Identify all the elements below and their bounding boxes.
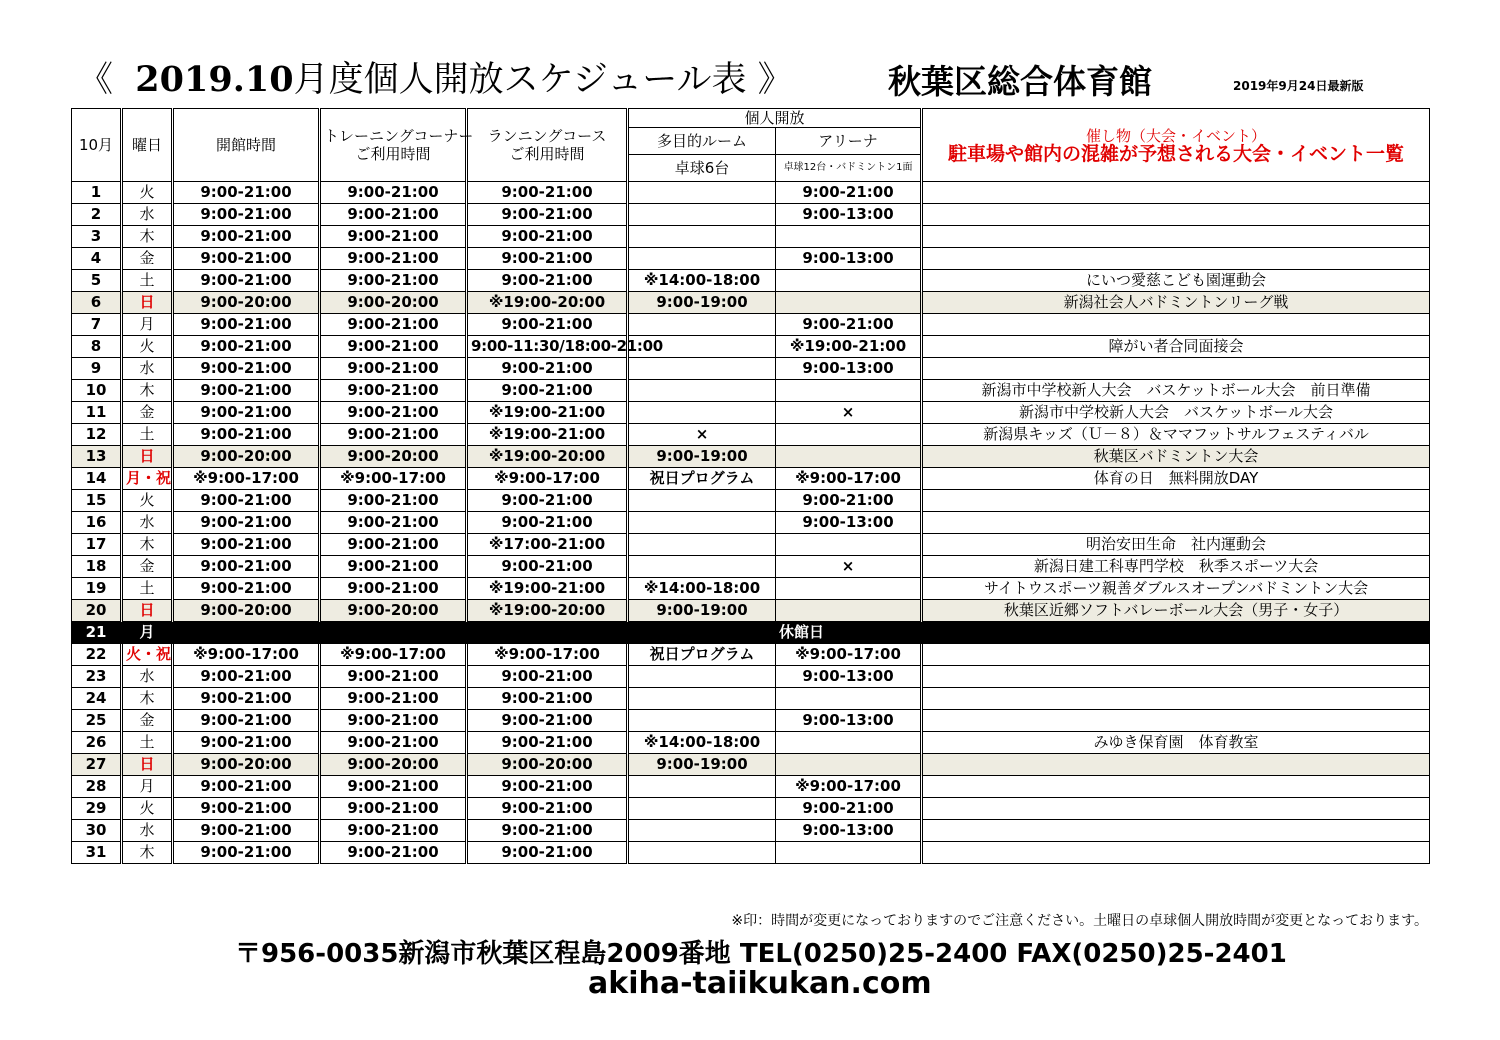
day-cell: 3 [72, 226, 122, 248]
table-row [72, 600, 1430, 622]
multi-room-cell [628, 512, 776, 534]
table-row [72, 226, 1430, 248]
table-row [72, 578, 1430, 600]
arena-cell [776, 292, 922, 314]
table-row [72, 710, 1430, 732]
running-cell: 9:00-21:00 [467, 380, 628, 402]
arena-cell: 9:00-21:00 [776, 314, 922, 336]
weekday-cell: 火 [122, 798, 173, 820]
weekday-cell: 土 [122, 270, 173, 292]
table-row [72, 270, 1430, 292]
arena-cell: 9:00-13:00 [776, 710, 922, 732]
training-cell: 9:00-21:00 [320, 270, 467, 292]
day-cell: 26 [72, 732, 122, 754]
day-cell: 16 [72, 512, 122, 534]
table-row [72, 512, 1430, 534]
day-cell: 2 [72, 204, 122, 226]
day-cell: 9 [72, 358, 122, 380]
table-row [72, 380, 1430, 402]
day-cell: 18 [72, 556, 122, 578]
weekday-cell: 土 [122, 424, 173, 446]
training-cell: 9:00-21:00 [320, 776, 467, 798]
header-running: ランニングコース ご利用時間 [467, 109, 628, 182]
running-cell: 9:00-21:00 [467, 798, 628, 820]
event-cell [922, 358, 1430, 380]
day-cell: 12 [72, 424, 122, 446]
header-multi-sub: 卓球6台 [628, 155, 776, 182]
training-cell: 9:00-21:00 [320, 182, 467, 204]
header-month: 10月 [72, 109, 122, 182]
running-cell: 9:00-21:00 [467, 842, 628, 864]
weekday-cell: 水 [122, 358, 173, 380]
multi-room-cell: 9:00-19:00 [628, 600, 776, 622]
training-cell: 9:00-21:00 [320, 578, 467, 600]
running-cell: 9:00-21:00 [467, 710, 628, 732]
running-cell: 9:00-21:00 [467, 732, 628, 754]
event-cell: 新潟社会人バドミントンリーグ戦 [922, 292, 1430, 314]
running-cell: 9:00-21:00 [467, 182, 628, 204]
table-row [72, 688, 1430, 710]
event-cell [922, 798, 1430, 820]
running-cell: 9:00-21:00 [467, 820, 628, 842]
day-cell: 23 [72, 666, 122, 688]
weekday-cell: 土 [122, 732, 173, 754]
arena-cell: × [776, 402, 922, 424]
event-cell [922, 644, 1430, 666]
arena-cell: 9:00-21:00 [776, 490, 922, 512]
day-cell: 10 [72, 380, 122, 402]
event-cell: 体育の日 無料開放DAY [922, 468, 1430, 490]
multi-room-cell: 祝日プログラム [628, 644, 776, 666]
table-row [72, 820, 1430, 842]
event-cell: 新潟県キッズ（Ｕ－８）＆ママフットサルフェスティバル [922, 424, 1430, 446]
weekday-cell: 土 [122, 578, 173, 600]
weekday-cell: 月・祝 [122, 468, 173, 490]
weekday-cell: 金 [122, 556, 173, 578]
running-cell: 9:00-21:00 [467, 512, 628, 534]
multi-room-cell [628, 226, 776, 248]
multi-room-cell [628, 182, 776, 204]
table-row [72, 556, 1430, 578]
event-cell [922, 226, 1430, 248]
open-hours-cell: 9:00-21:00 [173, 732, 320, 754]
header-kojin: 個人開放 [628, 109, 922, 128]
event-cell: みゆき保育園 体育教室 [922, 732, 1430, 754]
table-row [72, 666, 1430, 688]
weekday-cell: 木 [122, 534, 173, 556]
weekday-cell: 月 [122, 314, 173, 336]
training-cell: 9:00-21:00 [320, 424, 467, 446]
multi-room-cell: 9:00-19:00 [628, 292, 776, 314]
arena-cell [776, 226, 922, 248]
day-cell: 21 [72, 622, 122, 644]
running-cell: ※19:00-21:00 [467, 578, 628, 600]
weekday-cell: 月 [122, 622, 173, 644]
multi-room-cell: 9:00-19:00 [628, 754, 776, 776]
table-row [72, 490, 1430, 512]
open-hours-cell: ※9:00-17:00 [173, 468, 320, 490]
arena-cell: 9:00-13:00 [776, 204, 922, 226]
weekday-cell: 木 [122, 380, 173, 402]
weekday-cell: 木 [122, 842, 173, 864]
training-cell: 9:00-21:00 [320, 666, 467, 688]
running-cell: ※9:00-17:00 [467, 644, 628, 666]
event-cell [922, 842, 1430, 864]
training-cell: 9:00-21:00 [320, 204, 467, 226]
arena-cell: 9:00-13:00 [776, 512, 922, 534]
day-cell: 6 [72, 292, 122, 314]
event-cell [922, 512, 1430, 534]
header-events: 催し物（大会・イベント） 駐車場や館内の混雑が予想される大会・イベント一覧 [922, 109, 1430, 182]
multi-room-cell: ※14:00-18:00 [628, 732, 776, 754]
day-cell: 20 [72, 600, 122, 622]
weekday-cell: 水 [122, 512, 173, 534]
event-cell [922, 820, 1430, 842]
running-cell: 9:00-21:00 [467, 270, 628, 292]
event-cell: 障がい者合同面接会 [922, 336, 1430, 358]
open-hours-cell: 9:00-21:00 [173, 842, 320, 864]
open-hours-cell: 9:00-21:00 [173, 226, 320, 248]
day-cell: 7 [72, 314, 122, 336]
arena-cell [776, 754, 922, 776]
open-hours-cell: 9:00-20:00 [173, 754, 320, 776]
multi-room-cell [628, 710, 776, 732]
day-cell: 11 [72, 402, 122, 424]
weekday-cell: 日 [122, 754, 173, 776]
day-cell: 1 [72, 182, 122, 204]
arena-cell: × [776, 556, 922, 578]
training-cell: 9:00-21:00 [320, 842, 467, 864]
running-cell: ※9:00-17:00 [467, 468, 628, 490]
event-cell: 明治安田生命 社内運動会 [922, 534, 1430, 556]
multi-room-cell [628, 380, 776, 402]
training-cell: 9:00-20:00 [320, 600, 467, 622]
training-cell: 9:00-21:00 [320, 314, 467, 336]
arena-cell [776, 600, 922, 622]
multi-room-cell [628, 402, 776, 424]
day-cell: 22 [72, 644, 122, 666]
multi-room-cell [628, 556, 776, 578]
day-cell: 30 [72, 820, 122, 842]
multi-room-cell [628, 204, 776, 226]
running-cell: 9:00-21:00 [467, 226, 628, 248]
event-cell [922, 710, 1430, 732]
day-cell: 8 [72, 336, 122, 358]
arena-cell: 9:00-13:00 [776, 820, 922, 842]
day-cell: 24 [72, 688, 122, 710]
open-hours-cell: 9:00-20:00 [173, 600, 320, 622]
weekday-cell: 月 [122, 776, 173, 798]
header-open-hours: 開館時間 [173, 109, 320, 182]
running-cell: ※19:00-20:00 [467, 600, 628, 622]
open-hours-cell: 9:00-21:00 [173, 402, 320, 424]
event-cell [922, 248, 1430, 270]
table-row [72, 314, 1430, 336]
running-cell: 9:00-21:00 [467, 666, 628, 688]
arena-cell [776, 446, 922, 468]
arena-cell: 9:00-13:00 [776, 358, 922, 380]
day-cell: 14 [72, 468, 122, 490]
multi-room-cell: 9:00-19:00 [628, 446, 776, 468]
header-arena-sub: 卓球12台・バドミントン1面 [776, 155, 922, 182]
day-cell: 31 [72, 842, 122, 864]
day-cell: 19 [72, 578, 122, 600]
day-cell: 29 [72, 798, 122, 820]
training-cell: 9:00-21:00 [320, 798, 467, 820]
open-hours-cell: ※9:00-17:00 [173, 644, 320, 666]
open-hours-cell: 9:00-21:00 [173, 380, 320, 402]
training-cell: 9:00-21:00 [320, 512, 467, 534]
training-cell: 9:00-21:00 [320, 380, 467, 402]
arena-cell [776, 270, 922, 292]
table-row [72, 402, 1430, 424]
open-hours-cell: 9:00-21:00 [173, 578, 320, 600]
table-row [72, 622, 1430, 644]
schedule-table [71, 108, 1430, 864]
day-cell: 4 [72, 248, 122, 270]
weekday-cell: 日 [122, 292, 173, 314]
open-hours-cell: 9:00-21:00 [173, 490, 320, 512]
day-cell: 15 [72, 490, 122, 512]
table-row [72, 534, 1430, 556]
open-hours-cell: 9:00-21:00 [173, 710, 320, 732]
day-cell: 17 [72, 534, 122, 556]
arena-cell: ※19:00-21:00 [776, 336, 922, 358]
running-cell: 9:00-21:00 [467, 776, 628, 798]
weekday-cell: 火 [122, 336, 173, 358]
running-cell: 9:00-21:00 [467, 688, 628, 710]
table-row [72, 732, 1430, 754]
open-hours-cell: 9:00-21:00 [173, 556, 320, 578]
event-cell: 秋葉区バドミントン大会 [922, 446, 1430, 468]
address: 〒956-0035新潟市秋葉区程島2009番地 TEL(0250)25-2400 FAX(0250)25-2401 [235, 939, 1287, 969]
weekday-cell: 水 [122, 666, 173, 688]
weekday-cell: 水 [122, 204, 173, 226]
open-hours-cell: 9:00-21:00 [173, 820, 320, 842]
closed-cell: 休館日 [173, 622, 1430, 644]
event-cell [922, 776, 1430, 798]
arena-cell: 9:00-21:00 [776, 182, 922, 204]
training-cell: 9:00-21:00 [320, 358, 467, 380]
open-hours-cell: 9:00-21:00 [173, 776, 320, 798]
open-hours-cell: 9:00-21:00 [173, 270, 320, 292]
training-cell: 9:00-21:00 [320, 490, 467, 512]
arena-cell [776, 424, 922, 446]
weekday-cell: 火 [122, 182, 173, 204]
weekday-cell: 日 [122, 600, 173, 622]
multi-room-cell [628, 666, 776, 688]
event-cell [922, 314, 1430, 336]
open-hours-cell: 9:00-21:00 [173, 534, 320, 556]
event-cell [922, 754, 1430, 776]
training-cell: ※9:00-17:00 [320, 468, 467, 490]
table-row [72, 754, 1430, 776]
running-cell: 9:00-21:00 [467, 358, 628, 380]
running-cell: ※19:00-20:00 [467, 292, 628, 314]
multi-room-cell [628, 842, 776, 864]
event-cell [922, 688, 1430, 710]
event-cell [922, 182, 1430, 204]
training-cell: 9:00-21:00 [320, 732, 467, 754]
table-row [72, 776, 1430, 798]
running-cell: 9:00-11:30/18:00-21:00 [467, 336, 628, 358]
open-hours-cell: 9:00-21:00 [173, 688, 320, 710]
multi-room-cell [628, 798, 776, 820]
running-cell: ※19:00-21:00 [467, 424, 628, 446]
open-hours-cell: 9:00-20:00 [173, 292, 320, 314]
day-cell: 13 [72, 446, 122, 468]
event-cell: 新潟日建工科専門学校 秋季スポーツ大会 [922, 556, 1430, 578]
arena-cell: ※9:00-17:00 [776, 644, 922, 666]
arena-cell: ※9:00-17:00 [776, 776, 922, 798]
weekday-cell: 金 [122, 710, 173, 732]
table-row [72, 424, 1430, 446]
table-row [72, 798, 1430, 820]
training-cell: 9:00-20:00 [320, 292, 467, 314]
training-cell: 9:00-21:00 [320, 534, 467, 556]
event-cell: サイトウスポーツ親善ダブルスオープンバドミントン大会 [922, 578, 1430, 600]
day-cell: 28 [72, 776, 122, 798]
table-row [72, 358, 1430, 380]
open-hours-cell: 9:00-21:00 [173, 424, 320, 446]
multi-room-cell: ※14:00-18:00 [628, 578, 776, 600]
open-hours-cell: 9:00-20:00 [173, 446, 320, 468]
multi-room-cell [628, 248, 776, 270]
day-cell: 27 [72, 754, 122, 776]
arena-cell [776, 534, 922, 556]
training-cell: 9:00-20:00 [320, 446, 467, 468]
header-multi-room: 多目的ルーム [628, 128, 776, 155]
weekday-cell: 金 [122, 402, 173, 424]
multi-room-cell [628, 358, 776, 380]
arena-cell [776, 732, 922, 754]
running-cell: 9:00-21:00 [467, 490, 628, 512]
multi-room-cell [628, 776, 776, 798]
table-row [72, 248, 1430, 270]
arena-cell [776, 578, 922, 600]
training-cell: 9:00-21:00 [320, 820, 467, 842]
multi-room-cell [628, 490, 776, 512]
website-link[interactable]: akiha-taiikukan.com [588, 966, 932, 1001]
footnote: ※印：時間が変更になっておりますのでご注意ください。土曜日の卓球個人開放時間が変更となっております。 [731, 913, 1428, 929]
table-row [72, 468, 1430, 490]
event-cell: 新潟市中学校新人大会 バスケットボール大会 [922, 402, 1430, 424]
weekday-cell: 火・祝 [122, 644, 173, 666]
header-training: トレーニングコーナー ご利用時間 [320, 109, 467, 182]
training-cell: 9:00-21:00 [320, 556, 467, 578]
training-cell: 9:00-21:00 [320, 248, 467, 270]
table-row [72, 446, 1430, 468]
multi-room-cell: 祝日プログラム [628, 468, 776, 490]
updated-date: 2019年9月24日最新版 [1233, 79, 1364, 93]
running-cell: 9:00-21:00 [467, 248, 628, 270]
open-hours-cell: 9:00-21:00 [173, 248, 320, 270]
event-cell [922, 666, 1430, 688]
training-cell: ※9:00-17:00 [320, 644, 467, 666]
event-cell: 新潟市中学校新人大会 バスケットボール大会 前日準備 [922, 380, 1430, 402]
arena-cell: ※9:00-17:00 [776, 468, 922, 490]
multi-room-cell [628, 314, 776, 336]
running-cell: ※19:00-20:00 [467, 446, 628, 468]
event-cell [922, 204, 1430, 226]
weekday-cell: 水 [122, 820, 173, 842]
page-title: 《 2019.10月度個人開放スケジュール表 》 [78, 59, 793, 100]
running-cell: 9:00-21:00 [467, 314, 628, 336]
training-cell: 9:00-21:00 [320, 710, 467, 732]
running-cell: 9:00-20:00 [467, 754, 628, 776]
running-cell: ※17:00-21:00 [467, 534, 628, 556]
weekday-cell: 木 [122, 226, 173, 248]
open-hours-cell: 9:00-21:00 [173, 336, 320, 358]
arena-cell: 9:00-13:00 [776, 248, 922, 270]
header-weekday: 曜日 [122, 109, 173, 182]
day-cell: 25 [72, 710, 122, 732]
open-hours-cell: 9:00-21:00 [173, 358, 320, 380]
event-cell [922, 490, 1430, 512]
header-arena: アリーナ [776, 128, 922, 155]
weekday-cell: 木 [122, 688, 173, 710]
table-row [72, 292, 1430, 314]
multi-room-cell [628, 820, 776, 842]
table-row [72, 336, 1430, 358]
table-row [72, 842, 1430, 864]
multi-room-cell [628, 688, 776, 710]
open-hours-cell: 9:00-21:00 [173, 512, 320, 534]
event-cell: にいつ愛慈こども園運動会 [922, 270, 1430, 292]
day-cell: 5 [72, 270, 122, 292]
running-cell: 9:00-21:00 [467, 556, 628, 578]
training-cell: 9:00-21:00 [320, 226, 467, 248]
multi-room-cell [628, 534, 776, 556]
multi-room-cell: ※14:00-18:00 [628, 270, 776, 292]
open-hours-cell: 9:00-21:00 [173, 182, 320, 204]
open-hours-cell: 9:00-21:00 [173, 666, 320, 688]
open-hours-cell: 9:00-21:00 [173, 314, 320, 336]
venue-name: 秋葉区総合体育館 [888, 62, 1152, 101]
training-cell: 9:00-20:00 [320, 754, 467, 776]
arena-cell: 9:00-21:00 [776, 798, 922, 820]
training-cell: 9:00-21:00 [320, 336, 467, 358]
running-cell: ※19:00-21:00 [467, 402, 628, 424]
arena-cell [776, 842, 922, 864]
open-hours-cell: 9:00-21:00 [173, 798, 320, 820]
table-row [72, 644, 1430, 666]
table-row [72, 204, 1430, 226]
arena-cell: 9:00-13:00 [776, 666, 922, 688]
table-row [72, 182, 1430, 204]
weekday-cell: 日 [122, 446, 173, 468]
weekday-cell: 火 [122, 490, 173, 512]
running-cell: 9:00-21:00 [467, 204, 628, 226]
arena-cell [776, 688, 922, 710]
arena-cell [776, 380, 922, 402]
event-cell: 秋葉区近郷ソフトバレーボール大会（男子・女子） [922, 600, 1430, 622]
training-cell: 9:00-21:00 [320, 688, 467, 710]
training-cell: 9:00-21:00 [320, 402, 467, 424]
weekday-cell: 金 [122, 248, 173, 270]
open-hours-cell: 9:00-21:00 [173, 204, 320, 226]
multi-room-cell: × [628, 424, 776, 446]
